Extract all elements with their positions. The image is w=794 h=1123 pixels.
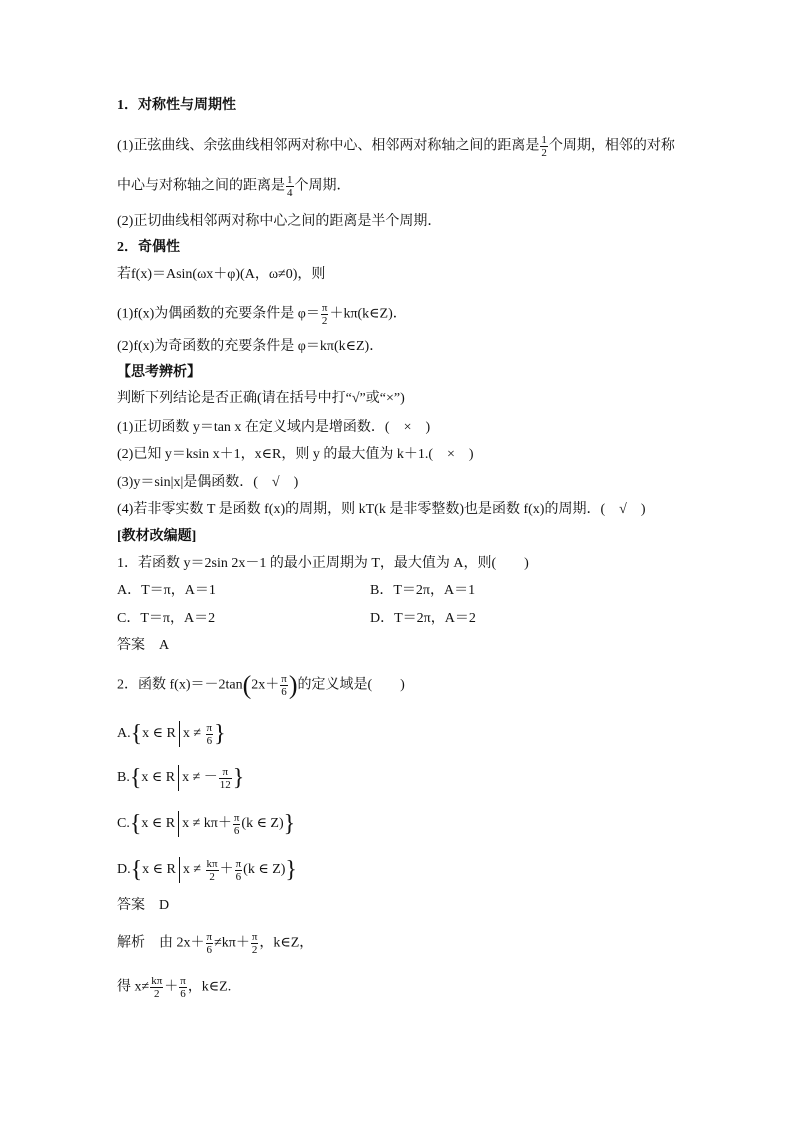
plus-sign: ＋ bbox=[219, 862, 234, 878]
set-constraint: (k ∈ Z) bbox=[241, 816, 284, 832]
brace-right: } bbox=[214, 721, 226, 747]
numerator: π bbox=[281, 673, 287, 685]
set-constraint: (k ∈ Z) bbox=[243, 862, 286, 878]
denominator: 6 bbox=[235, 870, 242, 883]
fraction-pi-over-6 bbox=[235, 858, 243, 883]
set-condition: x ≠ bbox=[182, 862, 202, 878]
text: ，k∈Z， bbox=[259, 935, 314, 951]
solution-line-1 bbox=[117, 931, 313, 956]
denominator: 6 bbox=[233, 824, 240, 837]
section-2-para-2 bbox=[117, 302, 407, 327]
think-item-1: (1)正切函数 y＝tan x 在定义域内是增函数．( × ) bbox=[117, 420, 431, 435]
denominator: 6 bbox=[206, 734, 213, 747]
fraction-pi-over-2 bbox=[321, 302, 329, 327]
numerator: π bbox=[235, 857, 242, 870]
question-1-stem: 1．若函数 y＝2sin 2x－1 的最小正周期为 T，最大值为 A，则( ) bbox=[117, 556, 529, 571]
denominator: 6 bbox=[180, 988, 186, 1000]
question-2-option-c bbox=[117, 811, 295, 837]
numerator: π bbox=[219, 766, 232, 779]
set-element: x ∈ R bbox=[142, 862, 176, 878]
fraction-pi-over-6 bbox=[179, 975, 187, 1000]
numerator: π bbox=[180, 975, 186, 987]
brace-right: } bbox=[283, 811, 296, 837]
text: ＋kπ(k∈Z)． bbox=[329, 306, 407, 322]
think-item-3: (3)y＝sin|x|是偶函数．( √ ) bbox=[117, 475, 299, 490]
numerator: 1 bbox=[287, 174, 293, 186]
fraction-pi-over-6 bbox=[206, 722, 214, 747]
fraction-k-pi-over-2 bbox=[150, 975, 163, 1000]
text: ≠kπ＋ bbox=[214, 935, 250, 951]
denominator: 2 bbox=[251, 944, 258, 956]
question-1-option-c: C．T＝π，A＝2 bbox=[117, 611, 216, 626]
brace-left: { bbox=[130, 857, 143, 883]
section-2-title: 2．奇偶性 bbox=[117, 240, 180, 255]
brace-left: { bbox=[130, 721, 143, 747]
section-2-para-1: 若f(x)＝Asin(ωx＋φ)(A，ω≠0)，则 bbox=[117, 267, 326, 282]
paren-left: ( bbox=[242, 670, 252, 700]
set-condition: x ≠ kπ＋ bbox=[182, 816, 232, 832]
section-1-para-1 bbox=[117, 134, 675, 159]
brace-left: { bbox=[129, 811, 142, 837]
numerator: kπ bbox=[206, 857, 218, 870]
textbook-title: [教材改编题] bbox=[117, 529, 197, 544]
plus-sign: ＋ bbox=[164, 979, 179, 995]
text: (1)正弦曲线、余弦曲线相邻两对称中心、相邻两对称轴之间的距离是 bbox=[117, 138, 540, 154]
numerator: 1 bbox=[541, 134, 547, 146]
set-bar bbox=[178, 765, 179, 791]
numerator: π bbox=[233, 811, 240, 824]
denominator: 6 bbox=[206, 944, 213, 956]
text: 的定义域是( ) bbox=[297, 677, 405, 693]
text: 解析 由 2x＋ bbox=[117, 935, 205, 951]
numerator: π bbox=[251, 931, 258, 943]
brace-right: } bbox=[285, 857, 297, 883]
paren-right: ) bbox=[288, 670, 298, 700]
text: 2x＋ bbox=[251, 677, 280, 693]
numerator: π bbox=[206, 721, 213, 734]
denominator: 4 bbox=[287, 187, 293, 199]
fraction-pi-over-6 bbox=[280, 673, 288, 698]
think-item-4: (4)若非零实数 T 是函数 f(x)的周期，则 kT(k 是非零整数)也是函数 f(x)的周期．( √ ) bbox=[117, 502, 646, 517]
think-title: 【思考辨析】 bbox=[117, 365, 201, 380]
question-2-option-b bbox=[117, 765, 244, 791]
set-condition: x ≠ － bbox=[182, 770, 218, 786]
fraction-pi-over-2 bbox=[251, 931, 259, 956]
question-2-answer: 答案 D bbox=[117, 898, 170, 913]
fraction-one-half bbox=[540, 134, 548, 159]
question-1-option-d: D．T＝2π，A＝2 bbox=[370, 611, 476, 626]
numerator: π bbox=[206, 931, 213, 943]
text: ，k∈Z. bbox=[187, 979, 232, 995]
question-2-stem bbox=[117, 670, 405, 700]
question-1-option-b: B．T＝2π，A＝1 bbox=[370, 583, 476, 598]
question-2-option-d bbox=[117, 857, 297, 883]
set-element: x ∈ R bbox=[141, 816, 176, 832]
numerator: kπ bbox=[151, 975, 163, 987]
text: (1)f(x)为偶函数的充要条件是 φ＝ bbox=[117, 306, 320, 322]
set-bar bbox=[179, 857, 180, 883]
set-element: x ∈ R bbox=[142, 726, 176, 742]
denominator: 2 bbox=[153, 988, 160, 1000]
section-2-para-3: (2)f(x)为奇函数的充要条件是 φ＝kπ(k∈Z)． bbox=[117, 339, 384, 354]
question-1-option-a: A．T＝π，A＝1 bbox=[117, 583, 216, 598]
text: 个周期． bbox=[294, 178, 351, 194]
brace-right: } bbox=[232, 765, 245, 791]
fraction-one-quarter bbox=[286, 174, 294, 199]
set-element: x ∈ R bbox=[141, 770, 176, 786]
brace-left: { bbox=[129, 765, 142, 791]
numerator: π bbox=[321, 302, 328, 314]
text: 中心与对称轴之间的距离是 bbox=[117, 178, 285, 194]
text: 得 x≠ bbox=[117, 979, 150, 995]
think-intro: 判断下列结论是否正确(请在括号中打“√”或“×”) bbox=[117, 391, 405, 406]
section-1-para-1-cont bbox=[117, 174, 351, 199]
section-1-title: 1．对称性与周期性 bbox=[117, 98, 236, 113]
denominator: 2 bbox=[321, 315, 328, 327]
denominator: 12 bbox=[219, 778, 231, 791]
fraction-pi-over-12 bbox=[219, 766, 232, 791]
option-label: D. bbox=[117, 862, 131, 878]
fraction-pi-over-6 bbox=[233, 812, 241, 837]
think-item-2: (2)已知 y＝ksin x＋1，x∈R，则 y 的最大值为 k＋1.( × ) bbox=[117, 447, 474, 462]
text: 个周期，相邻的对称 bbox=[548, 138, 675, 154]
denominator: 2 bbox=[209, 870, 215, 883]
option-label: A. bbox=[117, 726, 131, 742]
section-1-para-2: (2)正切曲线相邻两对称中心之间的距离是半个周期． bbox=[117, 214, 442, 229]
set-bar bbox=[179, 721, 180, 747]
text: 2．函数 f(x)＝－2tan bbox=[117, 677, 243, 693]
fraction-pi-over-6 bbox=[206, 931, 214, 956]
set-bar bbox=[178, 811, 179, 837]
set-condition: x ≠ bbox=[182, 726, 202, 742]
denominator: 2 bbox=[541, 147, 547, 159]
question-1-answer: 答案 A bbox=[117, 638, 170, 653]
question-2-option-a bbox=[117, 721, 226, 747]
option-label: B. bbox=[117, 770, 130, 786]
solution-line-2 bbox=[117, 975, 231, 1000]
denominator: 6 bbox=[281, 686, 287, 698]
fraction-k-pi-over-2 bbox=[206, 858, 219, 883]
option-label: C. bbox=[117, 816, 130, 832]
